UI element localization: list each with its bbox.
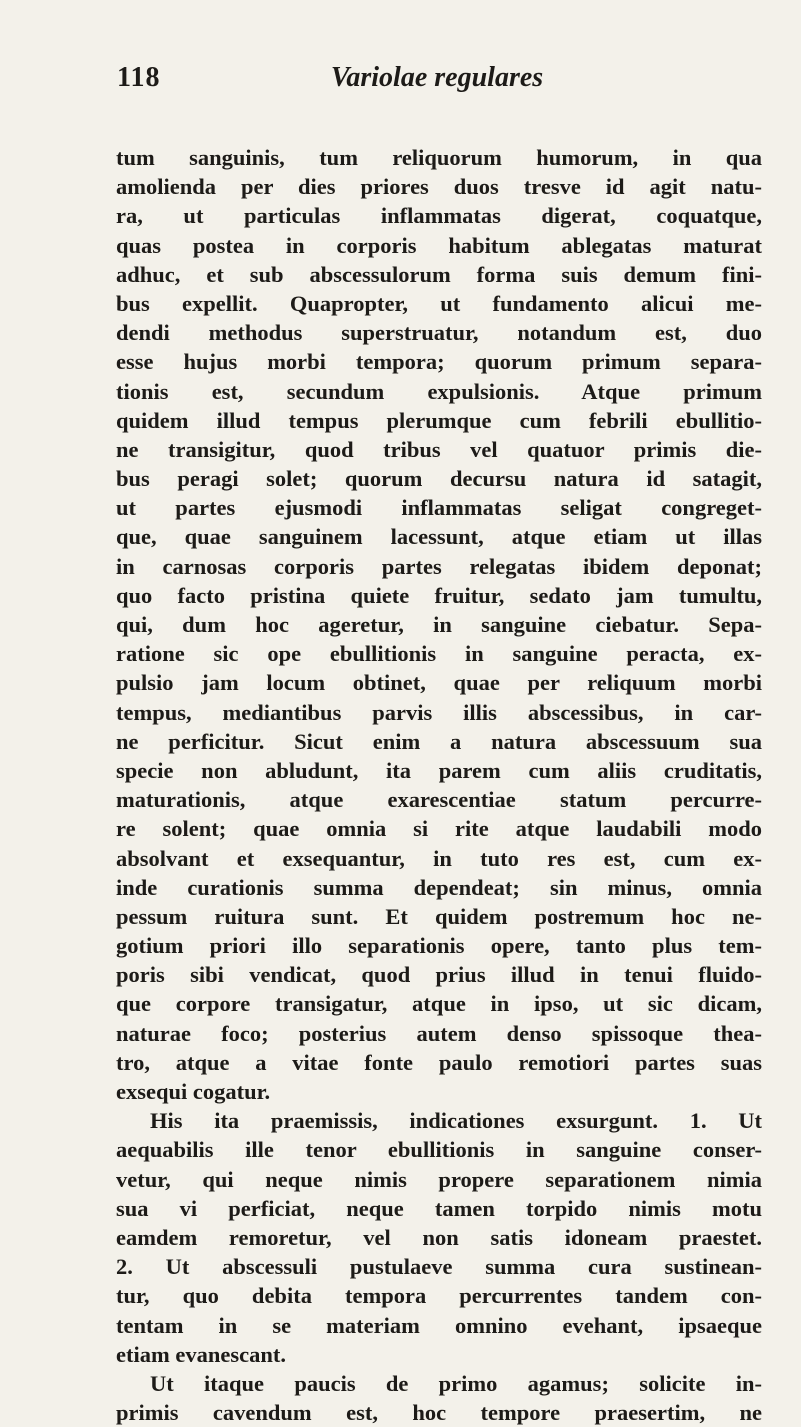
text-line: vetur, qui neque nimis propere separationem nimia xyxy=(116,1166,762,1192)
text-line: eamdem remoretur, vel non satis idoneam praestet. xyxy=(116,1224,762,1250)
text-line: re solent; quae omnia si rite atque laudabili modo xyxy=(116,816,762,842)
text-line: sua vi perficiat, neque tamen torpido nimis motu xyxy=(116,1195,762,1221)
text-line: tum sanguinis, tum reliquorum humorum, in qua xyxy=(116,145,762,170)
text-line: ne perficitur. Sicut enim a natura abscessuum sua xyxy=(116,728,762,754)
text-line: ne transigitur, quod tribus vel quatuor primis die- xyxy=(116,436,762,462)
text-line: dendi methodus superstruatur, notandum est, duo xyxy=(116,320,762,346)
text-line: specie non abludunt, ita parem cum aliis cruditatis, xyxy=(116,757,762,783)
text-line: tur, quo debita tempora percurrentes tandem con- xyxy=(116,1283,762,1309)
text-line: 2. Ut abscessuli pustulaeve summa cura sustinean- xyxy=(116,1254,762,1280)
text-line: que corpore transigatur, atque in ipso, ut sic dicam, xyxy=(116,991,762,1017)
text-line: esse hujus morbi tempora; quorum primum separa- xyxy=(116,349,762,375)
text-line: pulsio jam locum obtinet, quae per reliquum morbi xyxy=(116,670,762,696)
text-line: His ita praemissis, indicationes exsurgunt. 1. Ut xyxy=(150,1108,762,1134)
text-line: ut partes ejusmodi inflammatas seligat congreget- xyxy=(116,495,762,521)
text-line: bus peragi solet; quorum decursu natura id satagit, xyxy=(116,466,762,492)
text-line: amolienda per dies priores duos tresve id agit natu- xyxy=(116,174,762,200)
text-line: etiam evanescant. xyxy=(116,1341,286,1367)
text-line: exsequi cogatur. xyxy=(116,1079,271,1104)
text-line: tro, atque a vitae fonte paulo remotiori partes suas xyxy=(116,1049,762,1075)
running-title: Variolae regulares xyxy=(330,62,544,93)
text-line: tentam in se materiam omnino evehant, ipsaeque xyxy=(116,1312,762,1338)
page-header xyxy=(117,62,757,102)
text-line: naturae foco; posterius autem denso spissoque thea- xyxy=(116,1020,762,1046)
text-line: quas postea in corporis habitum ablegatas maturat xyxy=(116,232,762,258)
text-line: ra, ut particulas inflammatas digerat, coquatque, xyxy=(116,203,762,229)
body-text xyxy=(116,143,762,1427)
text-line: inde curationis summa dependeat; sin minus, omnia xyxy=(116,874,762,900)
text-line: pessum ruitura sunt. Et quidem postremum hoc ne- xyxy=(116,903,762,929)
text-line: quo facto pristina quiete fruitur, sedato jam tumultu, xyxy=(116,582,762,608)
text-line: bus expellit. Quapropter, ut fundamento alicui me- xyxy=(116,290,762,316)
text-line: poris sibi vendicat, quod prius illud in tenui fluido- xyxy=(116,962,762,988)
text-line: in carnosas corporis partes relegatas ibidem deponat; xyxy=(116,553,762,579)
text-line: aequabilis ille tenor ebullitionis in sanguine conser- xyxy=(116,1137,762,1163)
text-line: adhuc, et sub abscessulorum forma suis demum fini- xyxy=(116,261,762,287)
text-line: absolvant et exsequantur, in tuto res est, cum ex- xyxy=(116,845,762,871)
text-line: maturationis, atque exarescentiae statum percurre- xyxy=(116,787,762,813)
text-line: quidem illud tempus plerumque cum febrili ebullitio- xyxy=(116,407,762,433)
text-line: tempus, mediantibus parvis illis abscessibus, in car- xyxy=(116,699,762,725)
text-line: que, quae sanguinem lacessunt, atque etiam ut illas xyxy=(116,524,762,550)
text-line: gotium priori illo separationis opere, tanto plus tem- xyxy=(116,933,762,959)
text-line: primis cavendum est, hoc tempore praesertim, ne xyxy=(116,1400,762,1426)
text-line: tionis est, secundum expulsionis. Atque primum xyxy=(116,378,762,404)
page-number: 118 xyxy=(117,62,161,93)
text-line: Ut itaque paucis de primo agamus; solicite in- xyxy=(150,1370,762,1396)
text-line: ratione sic ope ebullitionis in sanguine peracta, ex- xyxy=(116,641,762,667)
text-line: qui, dum hoc ageretur, in sanguine ciebatur. Sepa- xyxy=(116,612,762,637)
